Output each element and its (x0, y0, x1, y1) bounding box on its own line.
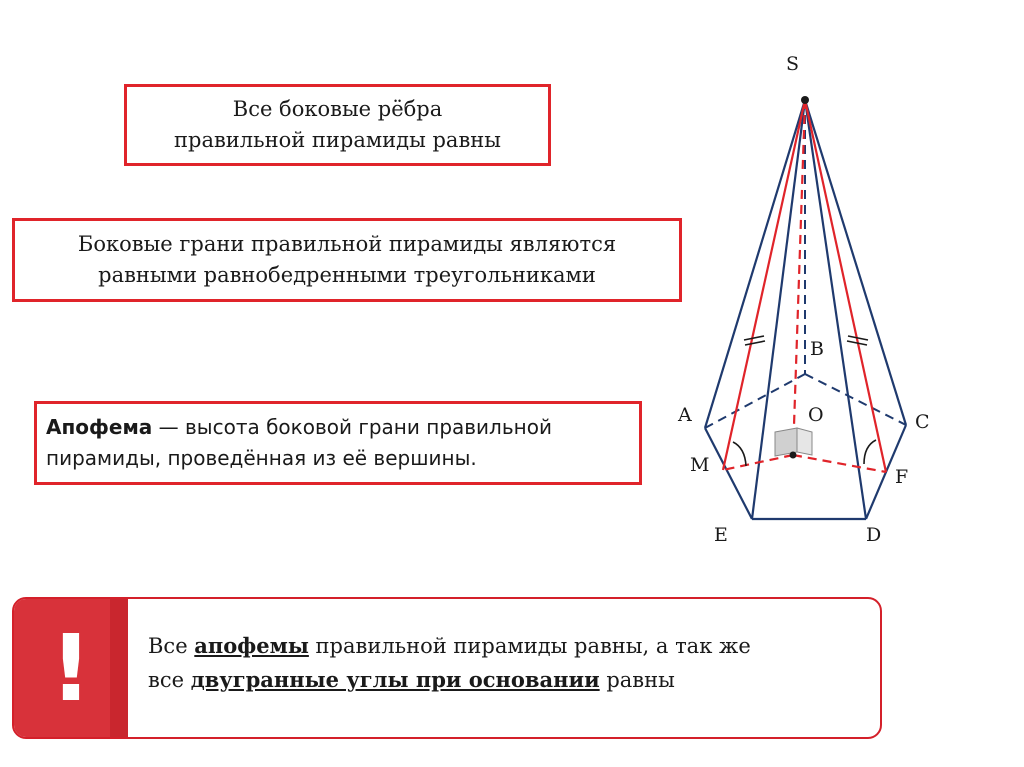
lateral-faces-line-2: равными равнобедренными треугольниками (98, 263, 596, 287)
pyramid-hidden-edges (705, 100, 906, 428)
apothem-line-2: пирамиды, проведённая из её вершины. (46, 446, 477, 470)
note-line-2 (148, 663, 860, 697)
apothem-line-1 (46, 412, 639, 443)
label-C: C (915, 411, 930, 433)
point-S (801, 96, 809, 104)
lateral-edges-line-2: правильной пирамиды равны (174, 128, 501, 152)
note-line-1 (148, 629, 860, 663)
lateral-faces-line-1: Боковые грани правильной пирамиды являются (77, 232, 617, 256)
edge-SC (805, 100, 906, 425)
apothem-term: Апофема (46, 415, 153, 439)
point-O (790, 452, 797, 459)
note-line-2-a: все (148, 668, 191, 692)
label-B: B (810, 338, 824, 360)
note-text (148, 629, 860, 697)
note-apothems-emphasis: апофемы (194, 633, 309, 658)
edge-SD (805, 100, 866, 519)
label-E: E (714, 524, 728, 546)
note-line-1-c: правильной пирамиды равны, а так же (308, 634, 751, 658)
pentagonal-pyramid-diagram (660, 40, 960, 560)
important-note-panel (12, 597, 882, 739)
segment-OF (793, 455, 886, 472)
note-line-1-a: Все (148, 634, 195, 658)
apothem-SM (723, 100, 805, 470)
label-D: D (866, 524, 882, 546)
label-F: F (895, 466, 909, 488)
label-A: A (678, 404, 692, 426)
lateral-faces-statement-box (12, 218, 682, 302)
apothem-definition-part-1: — высота боковой грани правильной (152, 415, 552, 439)
edge-SA (705, 100, 805, 428)
lateral-edges-statement-box (124, 84, 551, 166)
label-O: O (808, 404, 824, 426)
note-dihedral-emphasis: двугранные углы при основании (190, 667, 600, 692)
note-line-2-c: равны (599, 668, 675, 692)
label-S: S (786, 53, 800, 75)
apothem-definition-box (34, 401, 642, 485)
label-M: M (690, 454, 710, 476)
lateral-edges-line-1: Все боковые рёбра (232, 97, 443, 121)
exclamation-icon: ! (50, 614, 92, 722)
